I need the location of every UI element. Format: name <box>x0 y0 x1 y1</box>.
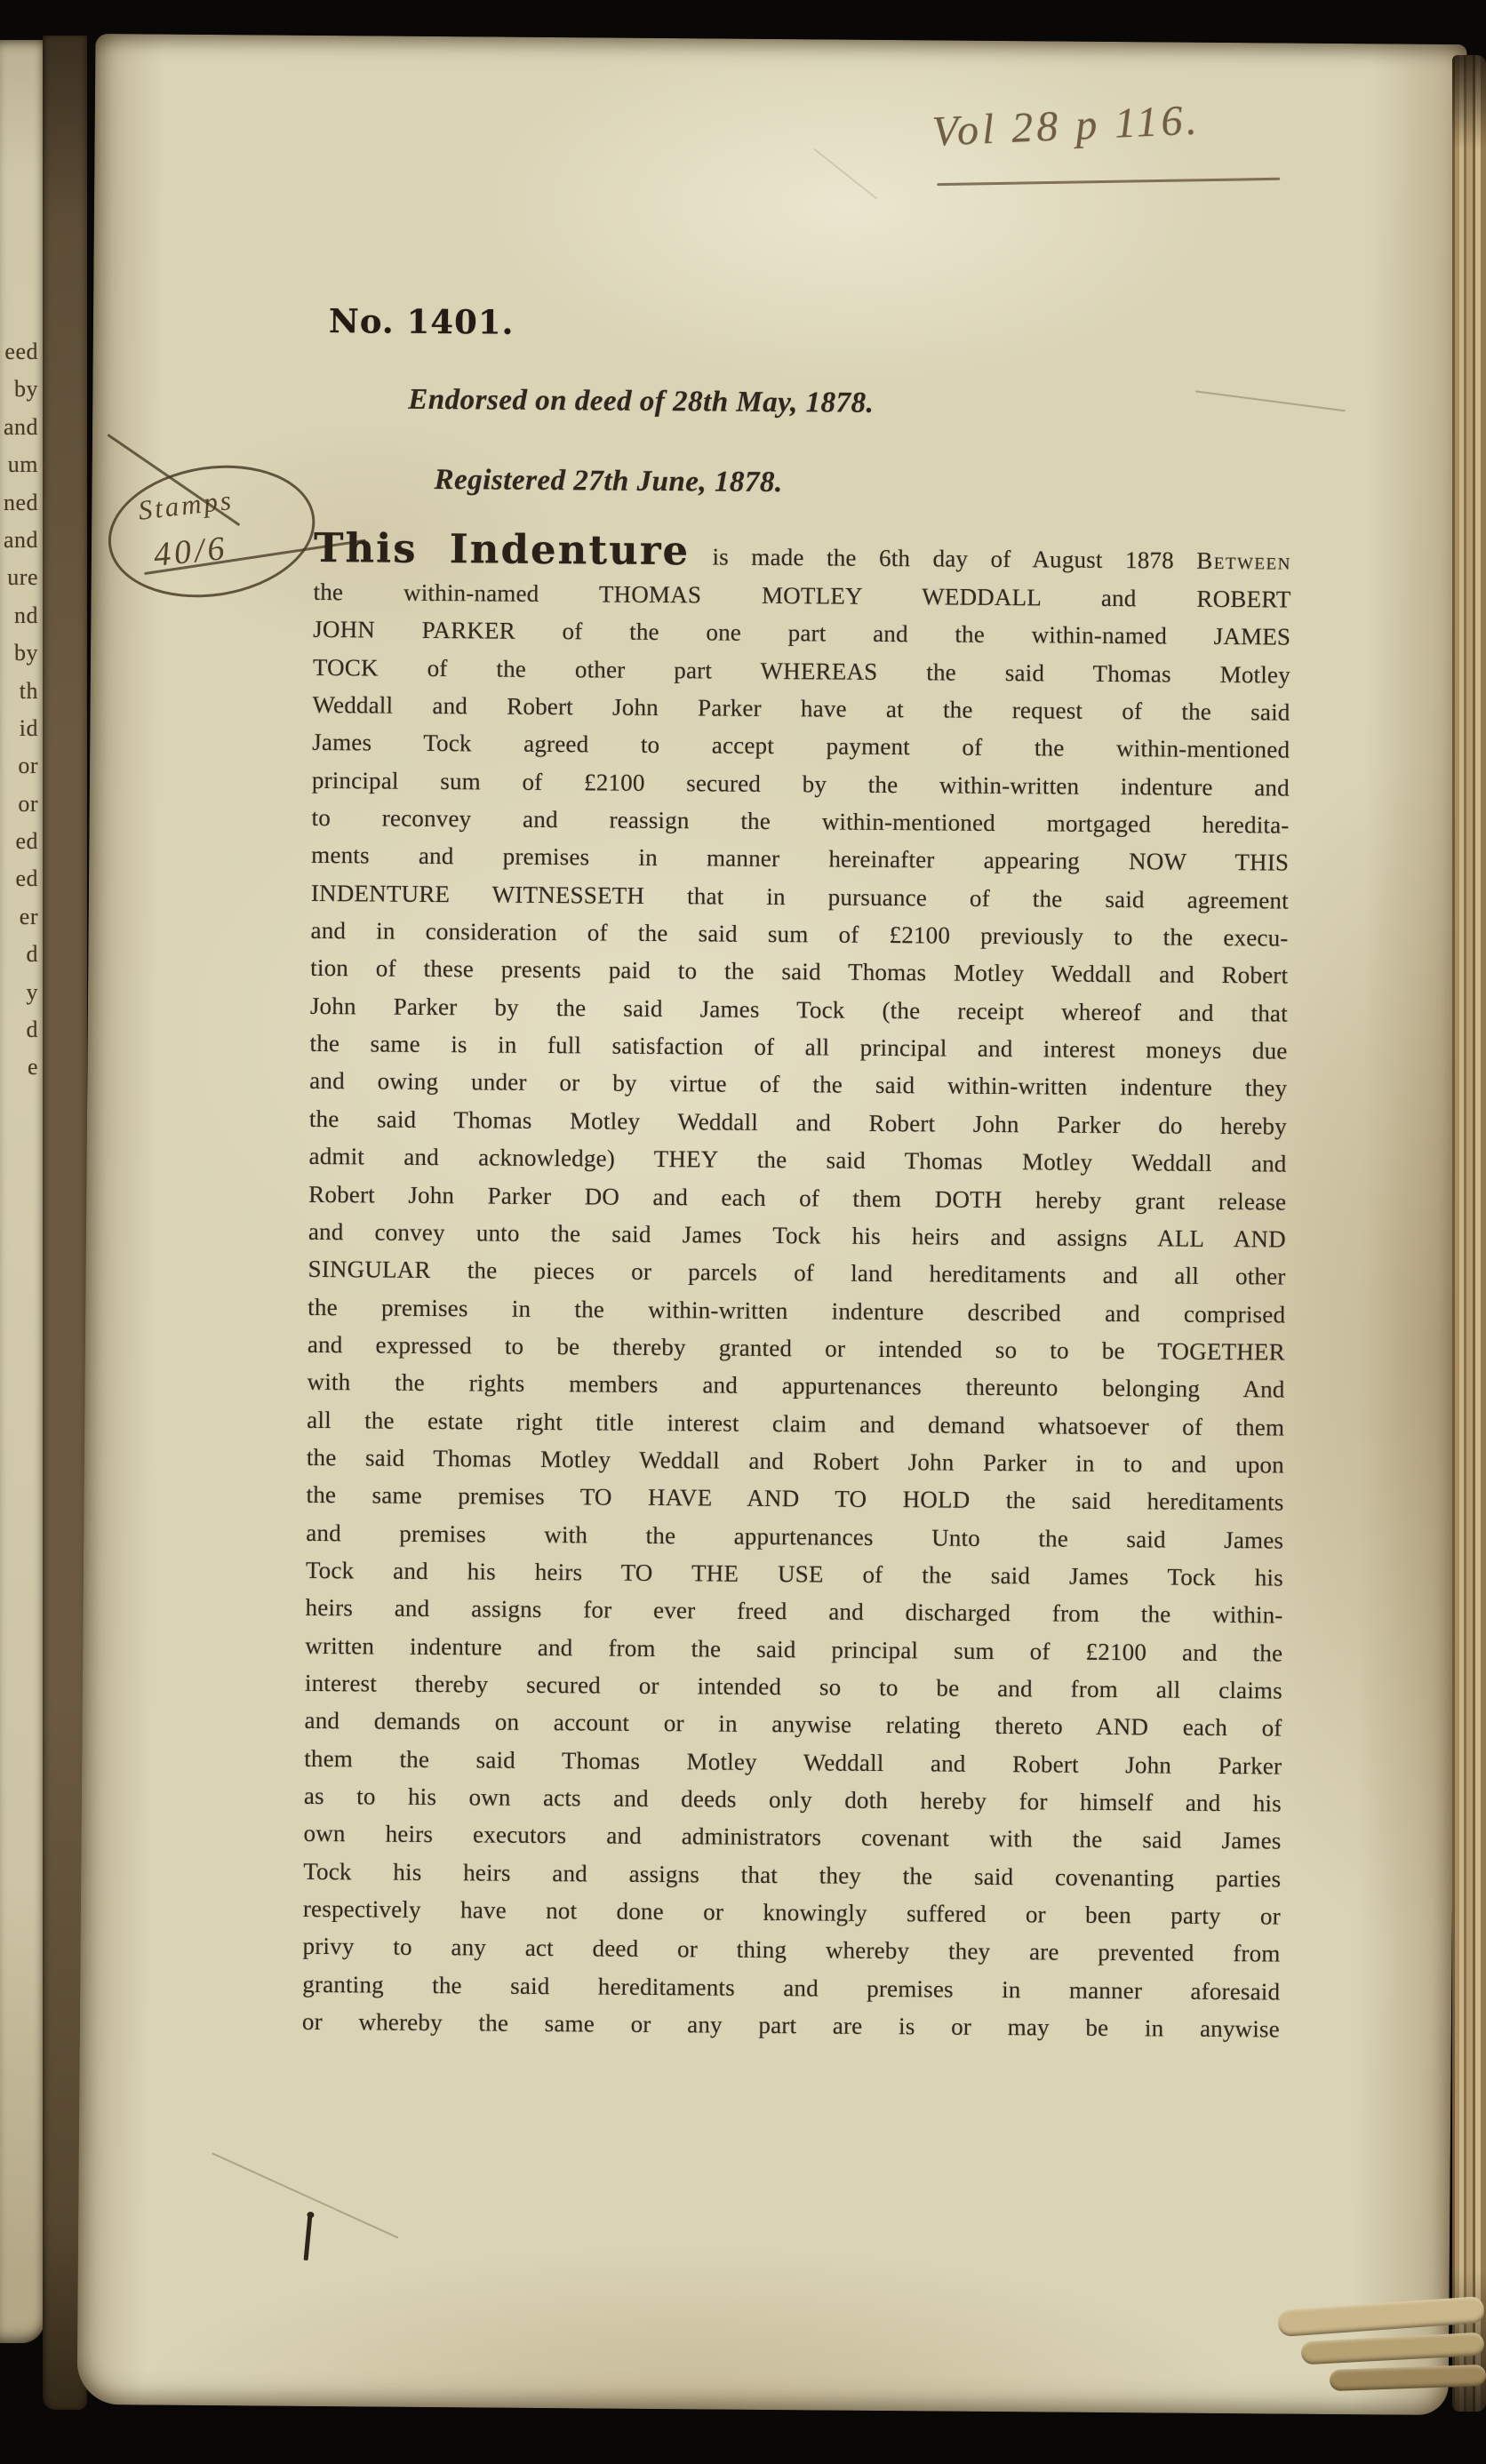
deed-body-line: admit and acknowledge) THEY the said Thomas Motley Weddall and <box>308 1143 1287 1177</box>
previous-page-line-fragment: y <box>26 978 38 1005</box>
previous-page-line-fragment: d <box>26 941 38 968</box>
deed-body-line: James Tock agreed to accept payment of the within-mentioned <box>312 729 1290 763</box>
deed-body-line: respectively have not done or knowingly suffered or been party or <box>302 1894 1282 1930</box>
deed-body-text <box>302 522 1291 2048</box>
deed-body-line: principal sum of £2100 secured by the within-written indenture and <box>311 766 1290 801</box>
deed-body-line: the same is in full satisfaction of all principal and interest moneys due <box>309 1030 1288 1065</box>
deed-body-line: heirs and assigns for ever freed and discharged from the within- <box>305 1594 1283 1629</box>
deed-body-line: the within-named THOMAS MOTLEY WEDDALL and ROBERT <box>313 578 1291 613</box>
deed-body-line: the said Thomas Motley Weddall and Robert John Parker in to and upon <box>306 1443 1285 1479</box>
paper-scratch <box>813 148 877 200</box>
deed-body-line: ments and premises in manner hereinafter appearing NOW THIS <box>311 841 1290 876</box>
previous-page-line-fragment: ed <box>15 828 38 855</box>
deed-body-line: John Parker by the said James Tock (the receipt whereof and that <box>309 992 1289 1027</box>
previous-page-line-fragment: or <box>18 790 38 817</box>
previous-page-line-fragment: nd <box>14 602 38 628</box>
stray-ink-mark <box>304 2214 313 2261</box>
document-page <box>77 34 1467 2415</box>
endorsement-line: Endorsed on deed of 28th May, 1878. <box>408 383 875 419</box>
deed-body-line: written indenture and from the said principal sum of £2100 and the <box>305 1631 1283 1667</box>
deed-body-line: and owing under or by virtue of the said within-written indenture they <box>309 1067 1288 1103</box>
previous-page-edge <box>0 40 44 2343</box>
previous-page-line-fragment: or <box>18 753 38 779</box>
handwritten-volume-reference: Vol 28 p 116. <box>931 96 1202 155</box>
previous-page-line-fragment: ure <box>7 564 38 591</box>
deed-body-line: with the rights members and appurtenances thereunto belonging And <box>307 1368 1285 1403</box>
deed-body-line: granting the said hereditaments and premises in manner aforesaid <box>302 1970 1281 2005</box>
previous-page-line-fragment: eed <box>4 339 38 364</box>
deed-body-line: the same premises TO HAVE AND TO HOLD the said hereditaments <box>306 1481 1284 1516</box>
previous-page-text-fragments <box>0 333 38 1087</box>
paper-scratch <box>1195 390 1346 411</box>
deed-body-line: privy to any act deed or thing whereby they are prevented from <box>302 1933 1281 1967</box>
deed-body-line: SINGULAR the pieces or parcels of land hereditaments and all other <box>308 1256 1286 1290</box>
deed-body-line: them the said Thomas Motley Weddall and Robert John Parker <box>304 1744 1282 1780</box>
opening-line-text: is made the 6th day of August 1878 <box>712 543 1174 574</box>
deed-body-line: and convey unto the said James Tock his heirs and assigns ALL AND <box>308 1217 1287 1253</box>
registration-line: Registered 27th June, 1878. <box>434 463 783 499</box>
deed-body-line: and in consideration of the said sum of £2100 previously to the execu- <box>310 917 1289 952</box>
deed-body-line: own heirs executors and administrators covenant with the said James <box>303 1820 1282 1854</box>
previous-page-line-fragment: ned <box>3 489 38 515</box>
previous-page-line-fragment: e <box>27 1054 38 1080</box>
deed-body-line: and premises with the appurtenances Unto the said James <box>306 1519 1284 1554</box>
deed-body-line: Tock his heirs and assigns that they the said covenanting parties <box>303 1857 1282 1893</box>
deed-body-line: tion of these presents paid to the said Thomas Motley Weddall and Robert <box>310 954 1289 989</box>
previous-page-line-fragment: and <box>3 413 38 440</box>
deed-body-line: to reconvey and reassign the within-mentioned mortgaged heredita- <box>311 803 1290 839</box>
paper-scratch <box>212 2152 398 2238</box>
deed-body-line: all the estate right title interest claim and demand whatsoever of them <box>307 1406 1285 1441</box>
previous-page-line-fragment: d <box>26 1017 38 1043</box>
deed-body-line: or whereby the same or any part are is or may be in anywise <box>301 2007 1281 2043</box>
deed-body-line: the said Thomas Motley Weddall and Robert John Parker do hereby <box>308 1104 1288 1140</box>
previous-page-line-fragment: and <box>3 526 38 553</box>
deed-body-line: and demands on account or in anywise relating thereto AND each of <box>304 1707 1282 1742</box>
previous-page-line-fragment: id <box>19 714 38 741</box>
stamp-annotation-word: Stamps <box>136 483 236 526</box>
previous-page-line-fragment: th <box>19 677 38 704</box>
previous-page-line-fragment: by <box>14 376 38 403</box>
deed-body-line: Weddall and Robert John Parker have at the request of the said <box>312 690 1290 726</box>
previous-page-line-fragment: ed <box>15 865 38 892</box>
previous-page-line-fragment: er <box>19 903 38 929</box>
previous-page-line-fragment: by <box>14 640 38 666</box>
deed-body-line: interest thereby secured or intended so to be and from all claims <box>304 1669 1283 1704</box>
deed-body-line: as to his own acts and deeds only doth hereby for himself and his <box>303 1782 1282 1817</box>
deed-body-line: Tock and his heirs TO THE USE of the said James Tock his <box>305 1556 1284 1591</box>
deed-body-line: the premises in the within-written indenture described and comprised <box>308 1293 1286 1328</box>
deed-body-line: Robert John Parker DO and each of them DOTH hereby grant release <box>308 1180 1287 1216</box>
previous-page-line-fragment: um <box>7 451 38 478</box>
blackletter-opening-words: This Indenture <box>313 523 691 575</box>
document-number: No. 1401. <box>328 301 515 342</box>
deed-body-lines <box>302 573 1291 2048</box>
volume-reference-underline <box>937 178 1280 186</box>
deed-body-line: INDENTURE WITNESSETH that in pursuance of the said agreement <box>310 879 1289 914</box>
deed-body-line: TOCK of the other part WHEREAS the said Thomas Motley <box>312 653 1290 689</box>
deed-body-line: JOHN PARKER of the one part and the within-named JAMES <box>313 616 1291 650</box>
page-edge-stack <box>1452 55 1486 2412</box>
stamp-annotation-amount: 40/6 <box>152 529 230 574</box>
deed-opening-line <box>314 522 1291 581</box>
deed-body-line: and expressed to be thereby granted or intended so to be TOGETHER <box>307 1330 1286 1366</box>
between-smallcaps-word: Between <box>1196 546 1292 575</box>
